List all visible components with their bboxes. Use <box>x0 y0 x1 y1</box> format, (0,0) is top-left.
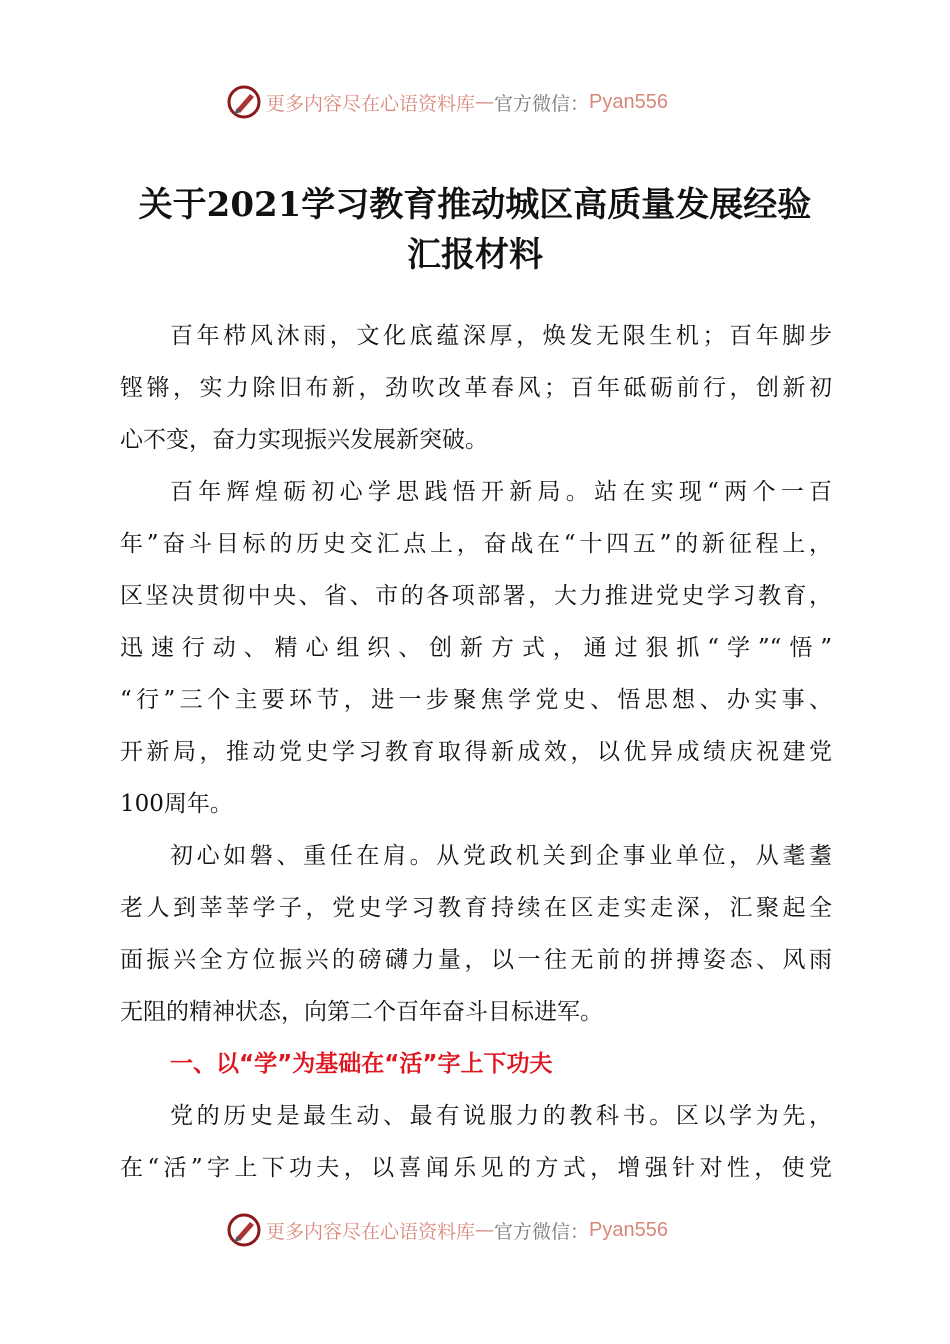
banner-main-text: 更多内容尽在心语资料库 <box>266 92 476 115</box>
pen-logo-icon <box>226 84 262 120</box>
banner-wechat-label: 官方微信： <box>494 1220 590 1243</box>
title-line-1: 关于2021学习教育推动城区高质量发展经验 <box>138 185 812 225</box>
section-heading: 一、以“学”为基础在“活”字上下功夫 <box>170 1051 553 1077</box>
paragraph-line: 心不变，奋力实现振兴发展新突破。 <box>120 427 488 453</box>
banner-wechat-id: Pyan556 <box>589 90 668 113</box>
paragraph-line: 开新局，推动党史学习教育取得新成效，以优异成绩庆祝建党 <box>120 739 832 765</box>
paragraph <box>120 310 832 466</box>
pen-logo-icon <box>226 1212 262 1248</box>
paragraph-line: 100周年。 <box>120 791 233 817</box>
paragraph-line: 年”奋斗目标的历史交汇点上，奋战在“十四五”的新征程上， <box>120 531 832 557</box>
paragraph-line: 初心如磐、重任在肩。从党政机关到企事业单位，从耄耋 <box>170 843 832 869</box>
paragraph-line: 面振兴全方位振兴的磅礴力量，以一往无前的拼搏姿态、风雨 <box>120 947 832 973</box>
banner-main-text: 更多内容尽在心语资料库 <box>266 1220 476 1243</box>
document-body <box>120 310 832 1194</box>
paragraph-line: 老人到莘莘学子，党史学习教育持续在区走实走深，汇聚起全 <box>120 895 832 921</box>
paragraph-line: 迅速行动、精心组织、创新方式，通过狠抓“学”“悟” <box>120 635 832 661</box>
paragraph <box>120 466 832 830</box>
footer-watermark-banner <box>226 1210 668 1250</box>
paragraph-line: 党的历史是最生动、最有说服力的教科书。区以学为先， <box>170 1103 832 1129</box>
paragraph-line: 铿锵，实力除旧布新，劲吹改革春风；百年砥砺前行，创新初 <box>120 375 832 401</box>
paragraph-line: 在“活”字上下功夫，以喜闻乐见的方式，增强针对性，使党 <box>120 1155 832 1181</box>
paragraph-line: 无阻的精神状态，向第二个百年奋斗目标进军。 <box>120 999 603 1025</box>
document-title <box>0 180 950 280</box>
banner-wechat-label: 官方微信： <box>494 92 590 115</box>
title-line-2: 汇报材料 <box>407 235 543 275</box>
paragraph-line: 百年辉煌砺初心学思践悟开新局。站在实现“两个一百 <box>170 479 832 505</box>
paragraph-line: 百年栉风沐雨，文化底蕴深厚，焕发无限生机；百年脚步 <box>170 323 832 349</box>
paragraph <box>120 1090 832 1194</box>
paragraph-line: “行”三个主要环节，进一步聚焦学党史、悟思想、办实事、 <box>120 687 832 713</box>
banner-wechat-id: Pyan556 <box>589 1218 668 1241</box>
banner-dash: — <box>475 91 495 113</box>
paragraph <box>120 830 832 1038</box>
paragraph-line: 区坚决贯彻中央、省、市的各项部署，大力推进党史学习教育， <box>120 583 832 609</box>
header-watermark-banner <box>226 82 668 122</box>
banner-dash: — <box>475 1219 495 1241</box>
